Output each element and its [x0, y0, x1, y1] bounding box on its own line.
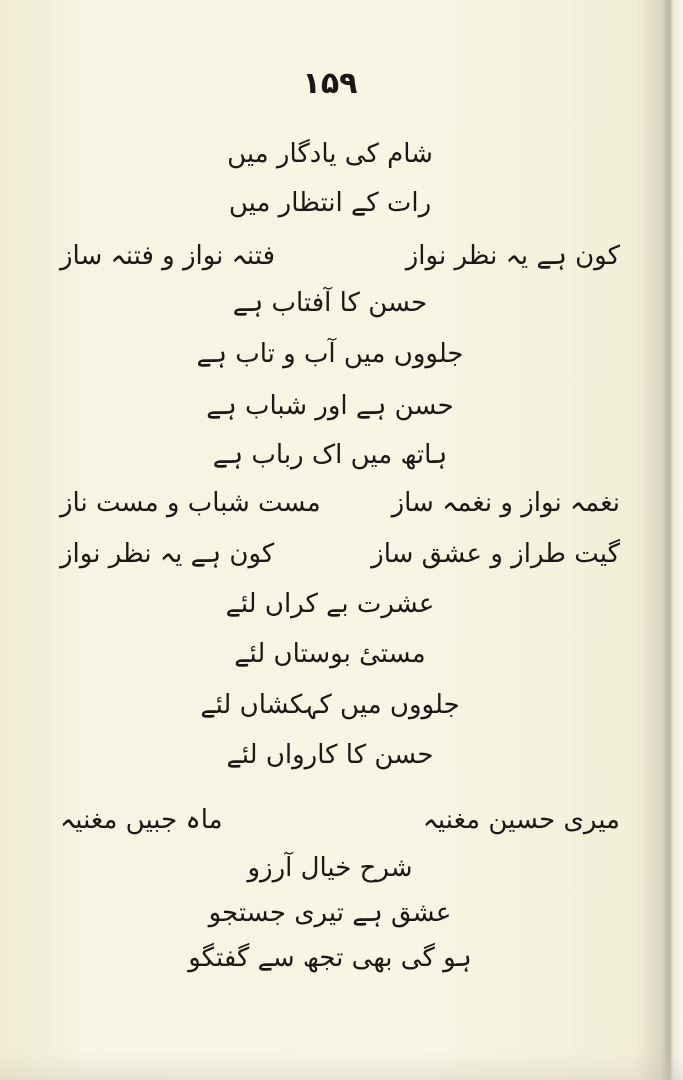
poem-line-8: [60, 483, 620, 523]
poem-line-3-right: کون ہے یہ نظر نواز: [405, 241, 620, 271]
poem-line-3: [60, 236, 620, 276]
poem-line-5: جلووں میں آب و تاب ہے: [196, 339, 464, 369]
poem-line-7: ہاتھ میں اک رباب ہے: [212, 440, 448, 470]
poem-line-14: [60, 800, 620, 840]
poem-line-10: عشرت بے کراں لئے: [225, 589, 435, 619]
poem-line-17: ہو گی بھی تجھ سے گفتگو: [188, 943, 472, 973]
poem-line-9: [60, 534, 620, 574]
poem-line-11: مستیٔ بوستاں لئے: [234, 639, 426, 669]
poem-line-6: حسن ہے اور شباب ہے: [206, 391, 454, 421]
poem-line-15: شرح خیال آرزو: [247, 853, 413, 883]
poem-line-9-left: کون ہے یہ نظر نواز: [60, 539, 275, 569]
poem-line-14-left: ماہ جبیں مغنیہ: [60, 805, 223, 835]
poem-line-14-right: میری حسین مغنیہ: [422, 805, 620, 835]
poem-line-2: رات کے انتظار میں: [228, 188, 432, 218]
poem-line-12: جلووں میں کہکشاں لئے: [200, 690, 460, 720]
poem-line-1: شام کی یادگار میں: [227, 139, 433, 169]
poem-line-8-right: نغمہ نواز و نغمہ ساز: [391, 488, 620, 518]
poem-line-9-right: گیت طراز و عشق ساز: [371, 539, 620, 569]
poem-line-4: حسن کا آفتاب ہے: [232, 288, 428, 318]
page-number: ۱۵۹: [302, 66, 358, 101]
page-bottom-shadow: [0, 1052, 683, 1080]
poem-line-13: حسن کا کارواں لئے: [226, 740, 434, 770]
poem-line-8-left: مست شباب و مست ناز: [60, 488, 321, 518]
poem-line-16: عشق ہے تیری جستجو: [208, 898, 452, 928]
page-binding-edge: [661, 0, 683, 1080]
poem-line-3-left: فتنہ نواز و فتنہ ساز: [60, 241, 276, 271]
